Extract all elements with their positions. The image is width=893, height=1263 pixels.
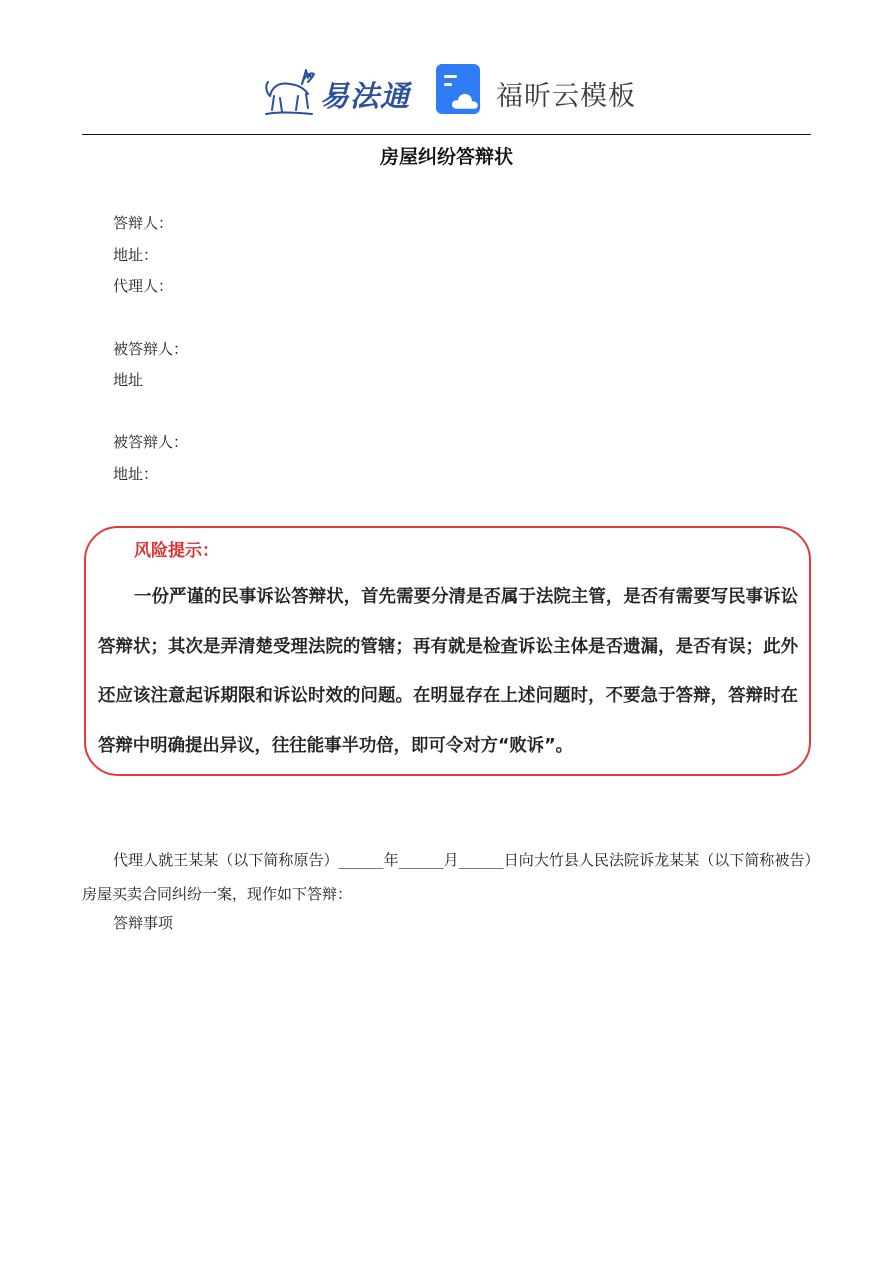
section-heading-answer-items: 答辩事项 (113, 914, 174, 932)
respondent-label: 答辩人： (113, 214, 174, 232)
document-title: 房屋纠纷答辩状 (379, 146, 513, 168)
answered-party-1-address-label: 地址 (113, 371, 144, 389)
header-divider (82, 134, 811, 135)
yifatong-logo-text: 易法通 (320, 79, 411, 113)
agent-label: 代理人： (113, 277, 174, 295)
fuxin-logo-text: 福昕云模板 (496, 81, 636, 112)
page-header (0, 58, 893, 122)
answered-party-1-label: 被答辩人： (113, 340, 189, 358)
qilin-emblem-icon (262, 62, 318, 118)
risk-notice-title: 风险提示： (134, 541, 219, 561)
answer-intro-paragraph: 代理人就王某某（以下简称原告）______年______月______日向大竹县人民法院诉龙某某（以下简称被告）房屋买卖合同纠纷一案，现作如下答辩： (82, 851, 812, 903)
fuxin-cloud-icon (436, 64, 486, 116)
risk-notice-box (84, 526, 811, 776)
fuxin-logo (436, 64, 656, 120)
respondent-address-label: 地址： (113, 246, 159, 264)
answered-party-2-label: 被答辩人： (113, 433, 189, 451)
yifatong-logo (262, 62, 412, 118)
answered-party-2-address-label: 地址： (113, 465, 159, 483)
risk-notice-body: 一份严谨的民事诉讼答辩状，首先需要分清是否属于法院主管，是否有需要写民事诉讼答辩状；其次是弄清楚受理法院的管辖；再有就是检查诉讼主体是否遗漏，是否有误；此外还应该注意起诉期限和诉讼时效的问题。在明显存在上述问题时，不要急于答辩，答辩时在答辩中明确提出异议，往往能事半功倍，即可令对方“败诉”。 (98, 587, 798, 756)
